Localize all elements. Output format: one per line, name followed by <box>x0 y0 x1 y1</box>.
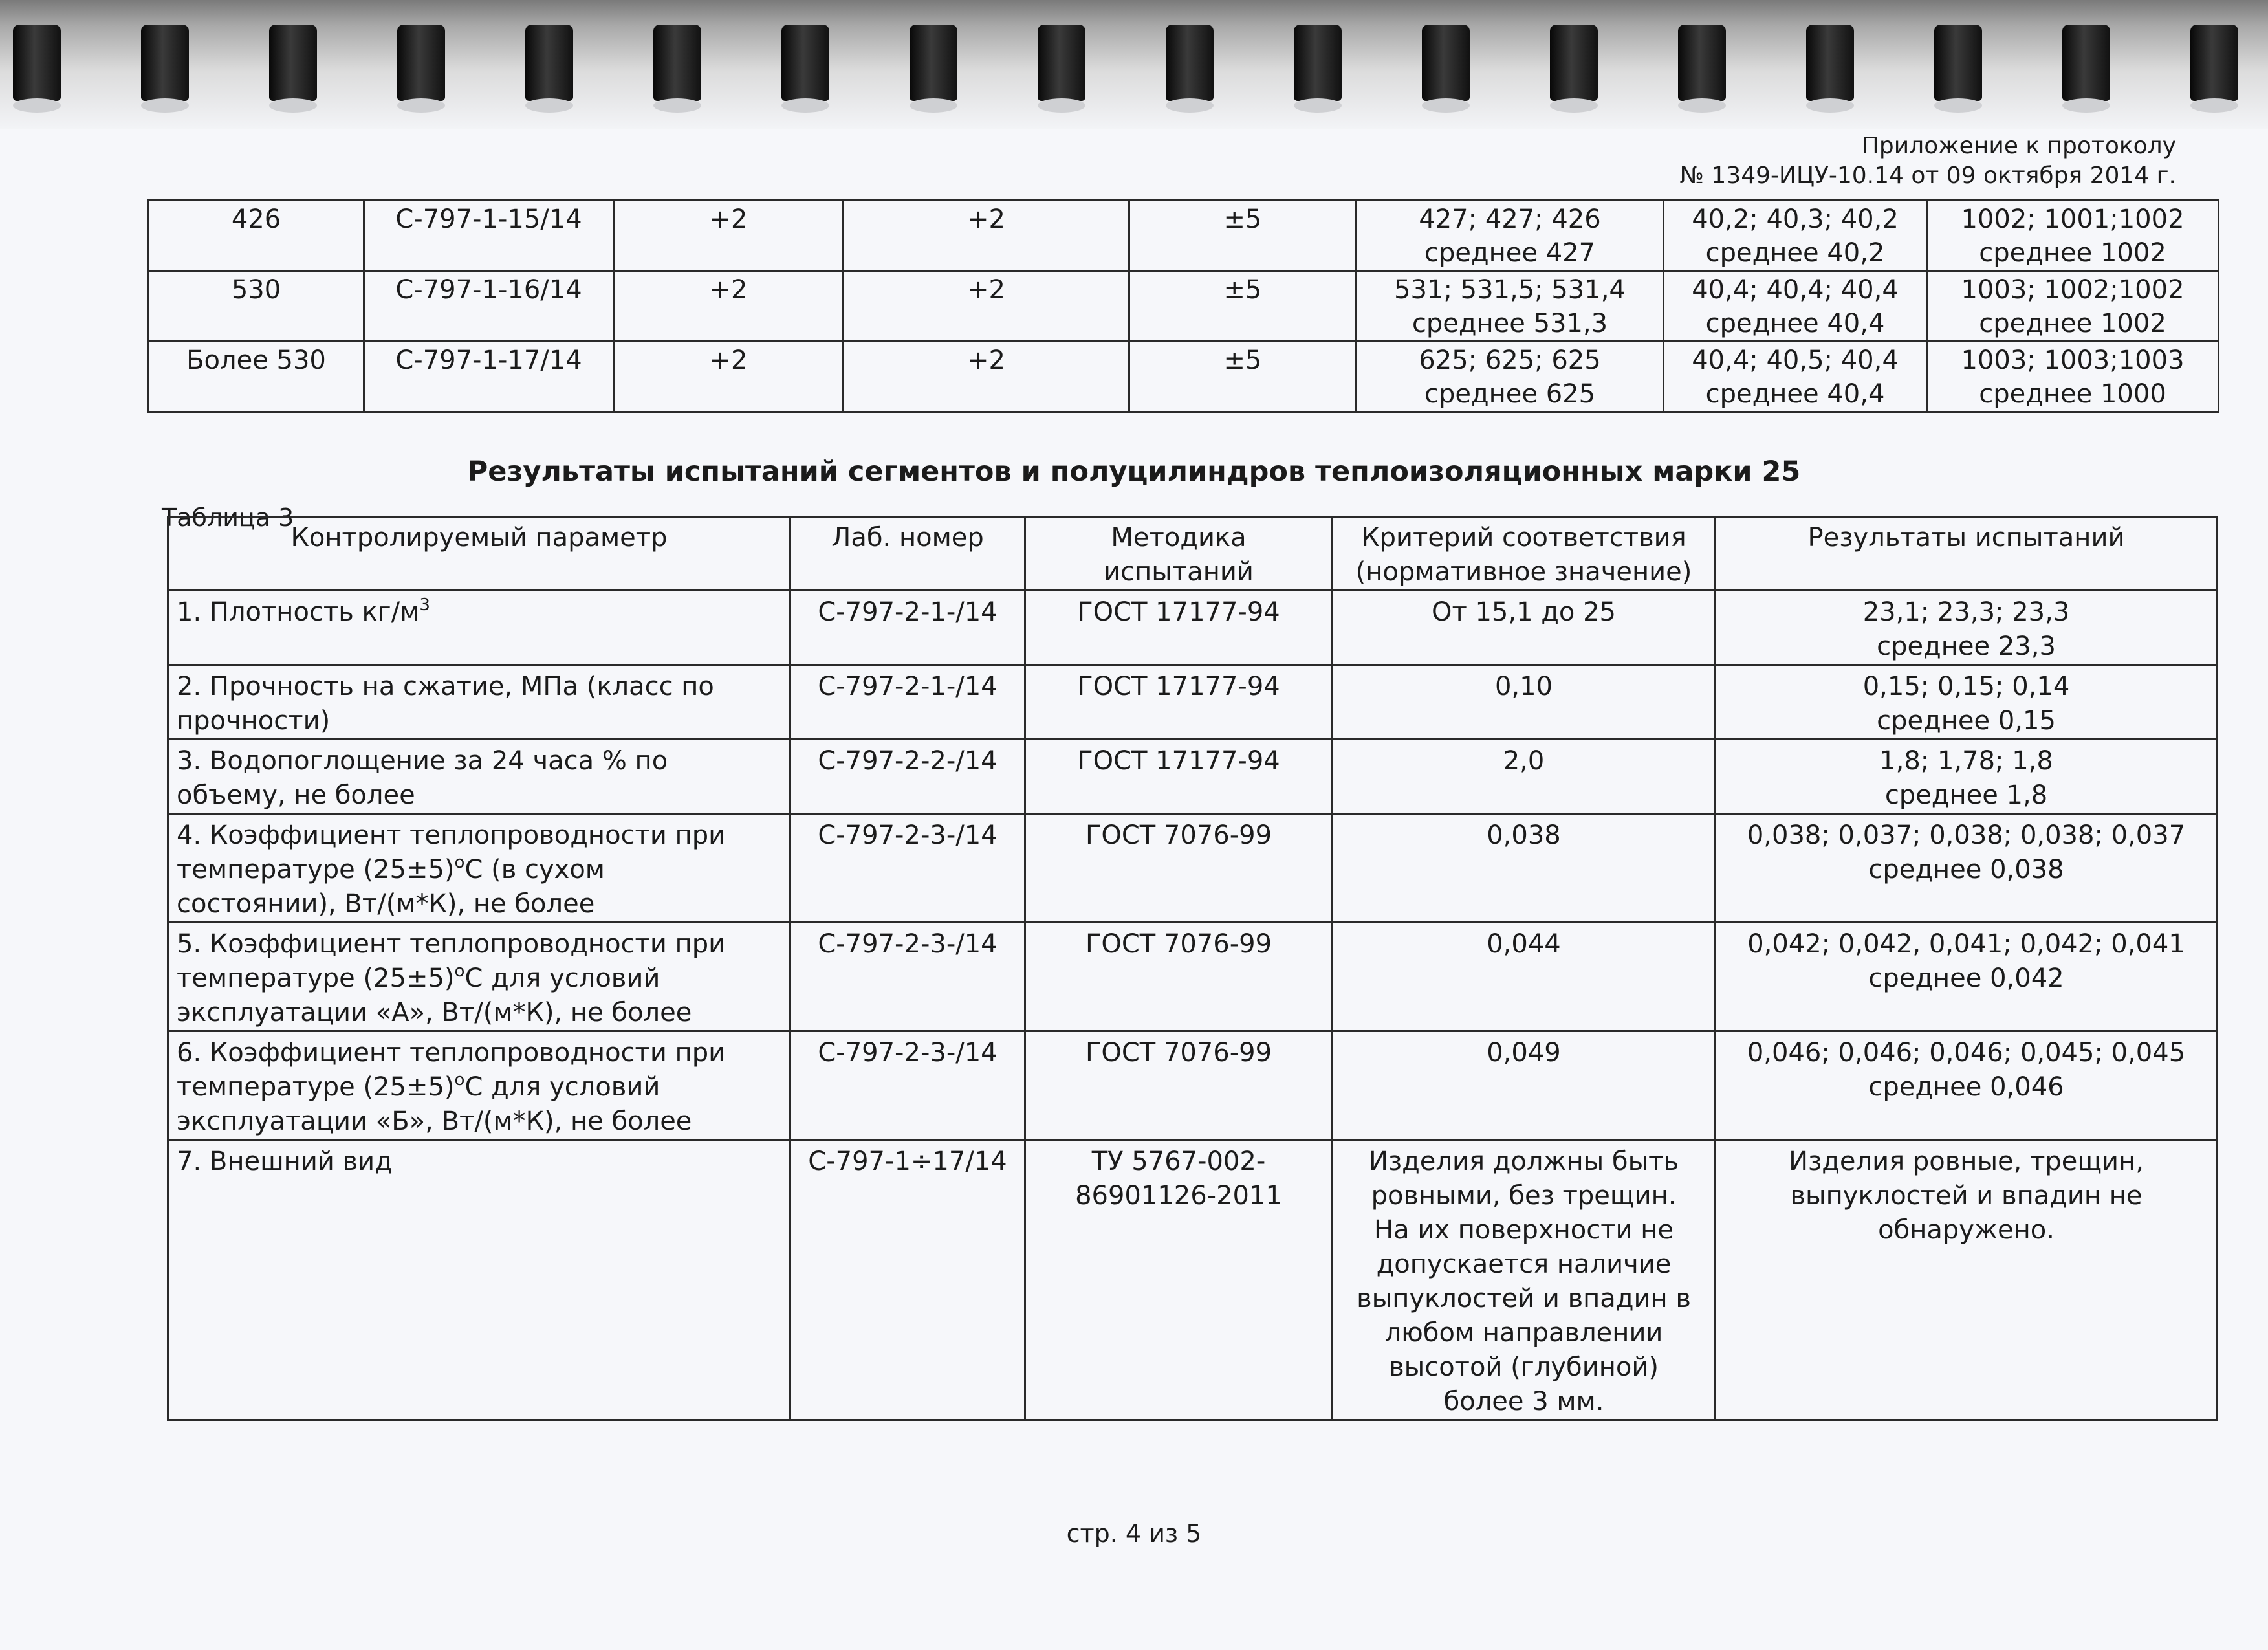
criterion-cell: 2,0 <box>1333 740 1716 814</box>
header-row <box>168 518 2218 591</box>
table-row <box>168 923 2218 1031</box>
result-line: среднее 1000 <box>1979 379 2166 409</box>
criterion-line: На их поверхности не <box>1374 1215 1674 1245</box>
method-cell: ГОСТ 17177-94 <box>1025 665 1333 740</box>
cell-result-3 <box>1927 201 2219 271</box>
result-line: 0,046; 0,046; 0,046; 0,045; 0,045 <box>1747 1038 2186 1068</box>
cell-c5: ±5 <box>1129 201 1357 271</box>
param-text: 1. Плотность кг/м <box>177 597 420 627</box>
binder-strip <box>0 0 2268 129</box>
method-cell <box>1025 1140 1333 1420</box>
binder-ring-icon <box>781 25 829 101</box>
binder-ring-icon <box>141 25 189 101</box>
header-line-2: № 1349-ИЦУ-10.14 от 09 октября 2014 г. <box>1679 162 2176 189</box>
table-row <box>168 740 2218 814</box>
param-cell <box>168 814 791 923</box>
table-row <box>168 814 2218 923</box>
result-line: среднее 1,8 <box>1884 780 2048 810</box>
param-line <box>177 1070 789 1105</box>
param-cell <box>168 1031 791 1140</box>
result-cell <box>1716 814 2218 923</box>
result-cell <box>1716 923 2218 1031</box>
param-line: состоянии), Вт/(м*К), не более <box>177 889 595 919</box>
result-line: 0,15; 0,15; 0,14 <box>1862 672 2070 701</box>
criterion-line: допускается наличие <box>1376 1249 1672 1279</box>
lab-cell: С-797-2-3-/14 <box>791 923 1025 1031</box>
result-line: 427; 427; 426 <box>1419 204 1601 234</box>
binder-ring-icon <box>397 25 445 101</box>
table-row <box>168 1031 2218 1140</box>
binder-ring-icon <box>910 25 957 101</box>
table-row <box>168 591 2218 665</box>
binder-ring-icon <box>2190 25 2238 101</box>
result-cell <box>1716 1140 2218 1420</box>
result-line: среднее 40,4 <box>1705 379 1885 409</box>
criterion-cell: 0,10 <box>1333 665 1716 740</box>
binder-ring-icon <box>1294 25 1342 101</box>
param-cell: 7. Внешний вид <box>168 1140 791 1420</box>
param-line: 2. Прочность на сжатие, МПа (класс по <box>177 672 714 701</box>
param-line: эксплуатации «А», Вт/(м*К), не более <box>177 998 692 1028</box>
result-line: среднее 1002 <box>1979 238 2166 268</box>
param-line: 4. Коэффициент теплопроводности при <box>177 820 726 850</box>
cell-result-3 <box>1927 271 2219 342</box>
param-cell <box>168 740 791 814</box>
method-cell: ГОСТ 7076-99 <box>1025 1031 1333 1140</box>
result-line: 625; 625; 625 <box>1419 346 1601 375</box>
result-line: 1002; 1001;1002 <box>1961 204 2185 234</box>
param-cell <box>168 665 791 740</box>
binder-ring-icon <box>1934 25 1982 101</box>
result-cell <box>1716 740 2218 814</box>
param-text: температуре (25±5) <box>177 855 455 885</box>
cell-c3: +2 <box>614 342 844 412</box>
result-line: 1003; 1003;1003 <box>1961 346 2185 375</box>
cell-size: 426 <box>149 201 364 271</box>
result-line: среднее 1002 <box>1979 309 2166 338</box>
cell-lab: С-797-1-16/14 <box>364 271 614 342</box>
binder-ring-icon <box>2062 25 2110 101</box>
lab-cell: С-797-2-3-/14 <box>791 1031 1025 1140</box>
lab-cell: С-797-1÷17/14 <box>791 1140 1025 1420</box>
param-line: 6. Коэффициент теплопроводности при <box>177 1038 726 1068</box>
param-cell <box>168 591 791 665</box>
result-line: среднее 23,3 <box>1877 632 2056 661</box>
result-cell <box>1716 1031 2218 1140</box>
header-lab: Лаб. номер <box>791 518 1025 591</box>
result-line: среднее 40,2 <box>1705 238 1885 268</box>
binder-ring-icon <box>1038 25 1085 101</box>
result-line: среднее 0,046 <box>1868 1072 2064 1102</box>
criterion-cell: 0,049 <box>1333 1031 1716 1140</box>
degree-sign: о <box>454 1070 465 1090</box>
result-line: среднее 0,038 <box>1868 855 2064 885</box>
cell-c5: ±5 <box>1129 271 1357 342</box>
param-line: прочности) <box>177 706 331 736</box>
superscript: 3 <box>419 595 430 615</box>
table-row <box>149 271 2219 342</box>
cell-c4: +2 <box>844 342 1129 412</box>
param-line: 3. Водопоглощение за 24 часа % по <box>177 746 668 776</box>
method-cell: ГОСТ 7076-99 <box>1025 814 1333 923</box>
result-line: 40,4; 40,5; 40,4 <box>1692 346 1899 375</box>
result-line: среднее 625 <box>1424 379 1596 409</box>
binder-ring-icon <box>1550 25 1598 101</box>
param-text: С (в сухом <box>464 855 605 885</box>
param-line <box>177 853 789 887</box>
lab-cell: С-797-2-2-/14 <box>791 740 1025 814</box>
binder-ring-icon <box>525 25 573 101</box>
param-line <box>177 962 789 996</box>
header-line-1: Приложение к протоколу <box>1861 133 2176 159</box>
binder-ring-icon <box>1422 25 1470 101</box>
result-cell <box>1716 665 2218 740</box>
binder-ring-icon <box>653 25 701 101</box>
table-row <box>168 665 2218 740</box>
method-line: ТУ 5767-002- <box>1091 1147 1266 1176</box>
method-cell: ГОСТ 17177-94 <box>1025 740 1333 814</box>
lab-cell: С-797-2-3-/14 <box>791 814 1025 923</box>
table-row <box>149 201 2219 271</box>
lab-cell: С-797-2-1-/14 <box>791 665 1025 740</box>
table-label: Таблица 3 <box>162 503 294 532</box>
result-line: 1003; 1002;1002 <box>1961 275 2185 305</box>
param-cell <box>168 923 791 1031</box>
result-line: 531; 531,5; 531,4 <box>1394 275 1626 305</box>
cell-c4: +2 <box>844 271 1129 342</box>
result-line: 23,1; 23,3; 23,3 <box>1862 597 2070 627</box>
header-method-line-1: Методика <box>1111 523 1247 553</box>
param-line: объему, не более <box>177 780 415 810</box>
criterion-cell <box>1333 1140 1716 1420</box>
header-criterion-line-1: Критерий соответствия <box>1361 523 1686 553</box>
criterion-line: выпуклостей и впадин в <box>1357 1284 1691 1314</box>
cell-c3: +2 <box>614 201 844 271</box>
cell-result-1 <box>1357 201 1664 271</box>
degree-sign: о <box>454 962 465 981</box>
param-text: температуре (25±5) <box>177 1072 455 1102</box>
binder-ring-icon <box>1678 25 1726 101</box>
param-text: температуре (25±5) <box>177 963 455 993</box>
criterion-line: ровными, без трещин. <box>1371 1181 1677 1211</box>
criterion-line: любом направлении <box>1384 1318 1663 1348</box>
binder-ring-icon <box>269 25 317 101</box>
criterion-cell: От 15,1 до 25 <box>1333 591 1716 665</box>
result-line: среднее 0,15 <box>1877 706 2056 736</box>
result-line: 0,038; 0,037; 0,038; 0,038; 0,037 <box>1747 820 2186 850</box>
cell-lab: С-797-1-15/14 <box>364 201 614 271</box>
table-row <box>149 342 2219 412</box>
param-line: 5. Коэффициент теплопроводности при <box>177 929 726 959</box>
result-line: среднее 531,3 <box>1412 309 1608 338</box>
result-line: среднее 40,4 <box>1705 309 1885 338</box>
param-line: эксплуатации «Б», Вт/(м*К), не более <box>177 1106 692 1136</box>
header-method <box>1025 518 1333 591</box>
header-criterion <box>1333 518 1716 591</box>
continuation-table <box>147 199 2219 413</box>
header-criterion-line-2: (нормативное значение) <box>1355 557 1692 587</box>
cell-result-3 <box>1927 342 2219 412</box>
cell-c4: +2 <box>844 201 1129 271</box>
degree-sign: о <box>454 853 465 872</box>
result-line: среднее 427 <box>1424 238 1596 268</box>
result-line: 40,4; 40,4; 40,4 <box>1692 275 1899 305</box>
results-table <box>167 516 2218 1421</box>
section-title: Результаты испытаний сегментов и полуцилиндров теплоизоляционных марки 25 <box>467 456 1801 488</box>
method-cell: ГОСТ 7076-99 <box>1025 923 1333 1031</box>
cell-c3: +2 <box>614 271 844 342</box>
header-param: Контролируемый параметр <box>168 518 791 591</box>
criterion-line: Изделия должны быть <box>1368 1147 1679 1176</box>
cell-result-1 <box>1357 342 1664 412</box>
cell-result-2 <box>1664 342 1927 412</box>
cell-result-2 <box>1664 271 1927 342</box>
binder-ring-icon <box>1806 25 1854 101</box>
result-line: 0,042; 0,042, 0,041; 0,042; 0,041 <box>1747 929 2185 959</box>
criterion-cell: 0,044 <box>1333 923 1716 1031</box>
header-method-line-2: испытаний <box>1104 557 1254 587</box>
lab-cell: С-797-2-1-/14 <box>791 591 1025 665</box>
result-line: 1,8; 1,78; 1,8 <box>1879 746 2053 776</box>
result-line: среднее 0,042 <box>1868 963 2064 993</box>
table-row <box>168 1140 2218 1420</box>
result-line: 40,2; 40,3; 40,2 <box>1692 204 1899 234</box>
cell-size: Более 530 <box>149 342 364 412</box>
result-line: выпуклостей и впадин не <box>1790 1181 2143 1211</box>
binder-ring-icon <box>13 25 61 101</box>
cell-result-2 <box>1664 201 1927 271</box>
header-results: Результаты испытаний <box>1716 518 2218 591</box>
cell-size: 530 <box>149 271 364 342</box>
method-cell: ГОСТ 17177-94 <box>1025 591 1333 665</box>
cell-c5: ±5 <box>1129 342 1357 412</box>
binder-ring-icon <box>1166 25 1214 101</box>
page-number: стр. 4 из 5 <box>1066 1519 1202 1548</box>
result-cell <box>1716 591 2218 665</box>
param-text: С для условий <box>464 963 660 993</box>
cell-result-1 <box>1357 271 1664 342</box>
result-line: Изделия ровные, трещин, <box>1789 1147 2144 1176</box>
criterion-line: более 3 мм. <box>1443 1387 1604 1416</box>
criterion-cell: 0,038 <box>1333 814 1716 923</box>
criterion-line: высотой (глубиной) <box>1389 1352 1659 1382</box>
method-line: 86901126-2011 <box>1075 1181 1282 1211</box>
result-line: обнаружено. <box>1878 1215 2055 1245</box>
param-text: С для условий <box>464 1072 660 1102</box>
cell-lab: С-797-1-17/14 <box>364 342 614 412</box>
